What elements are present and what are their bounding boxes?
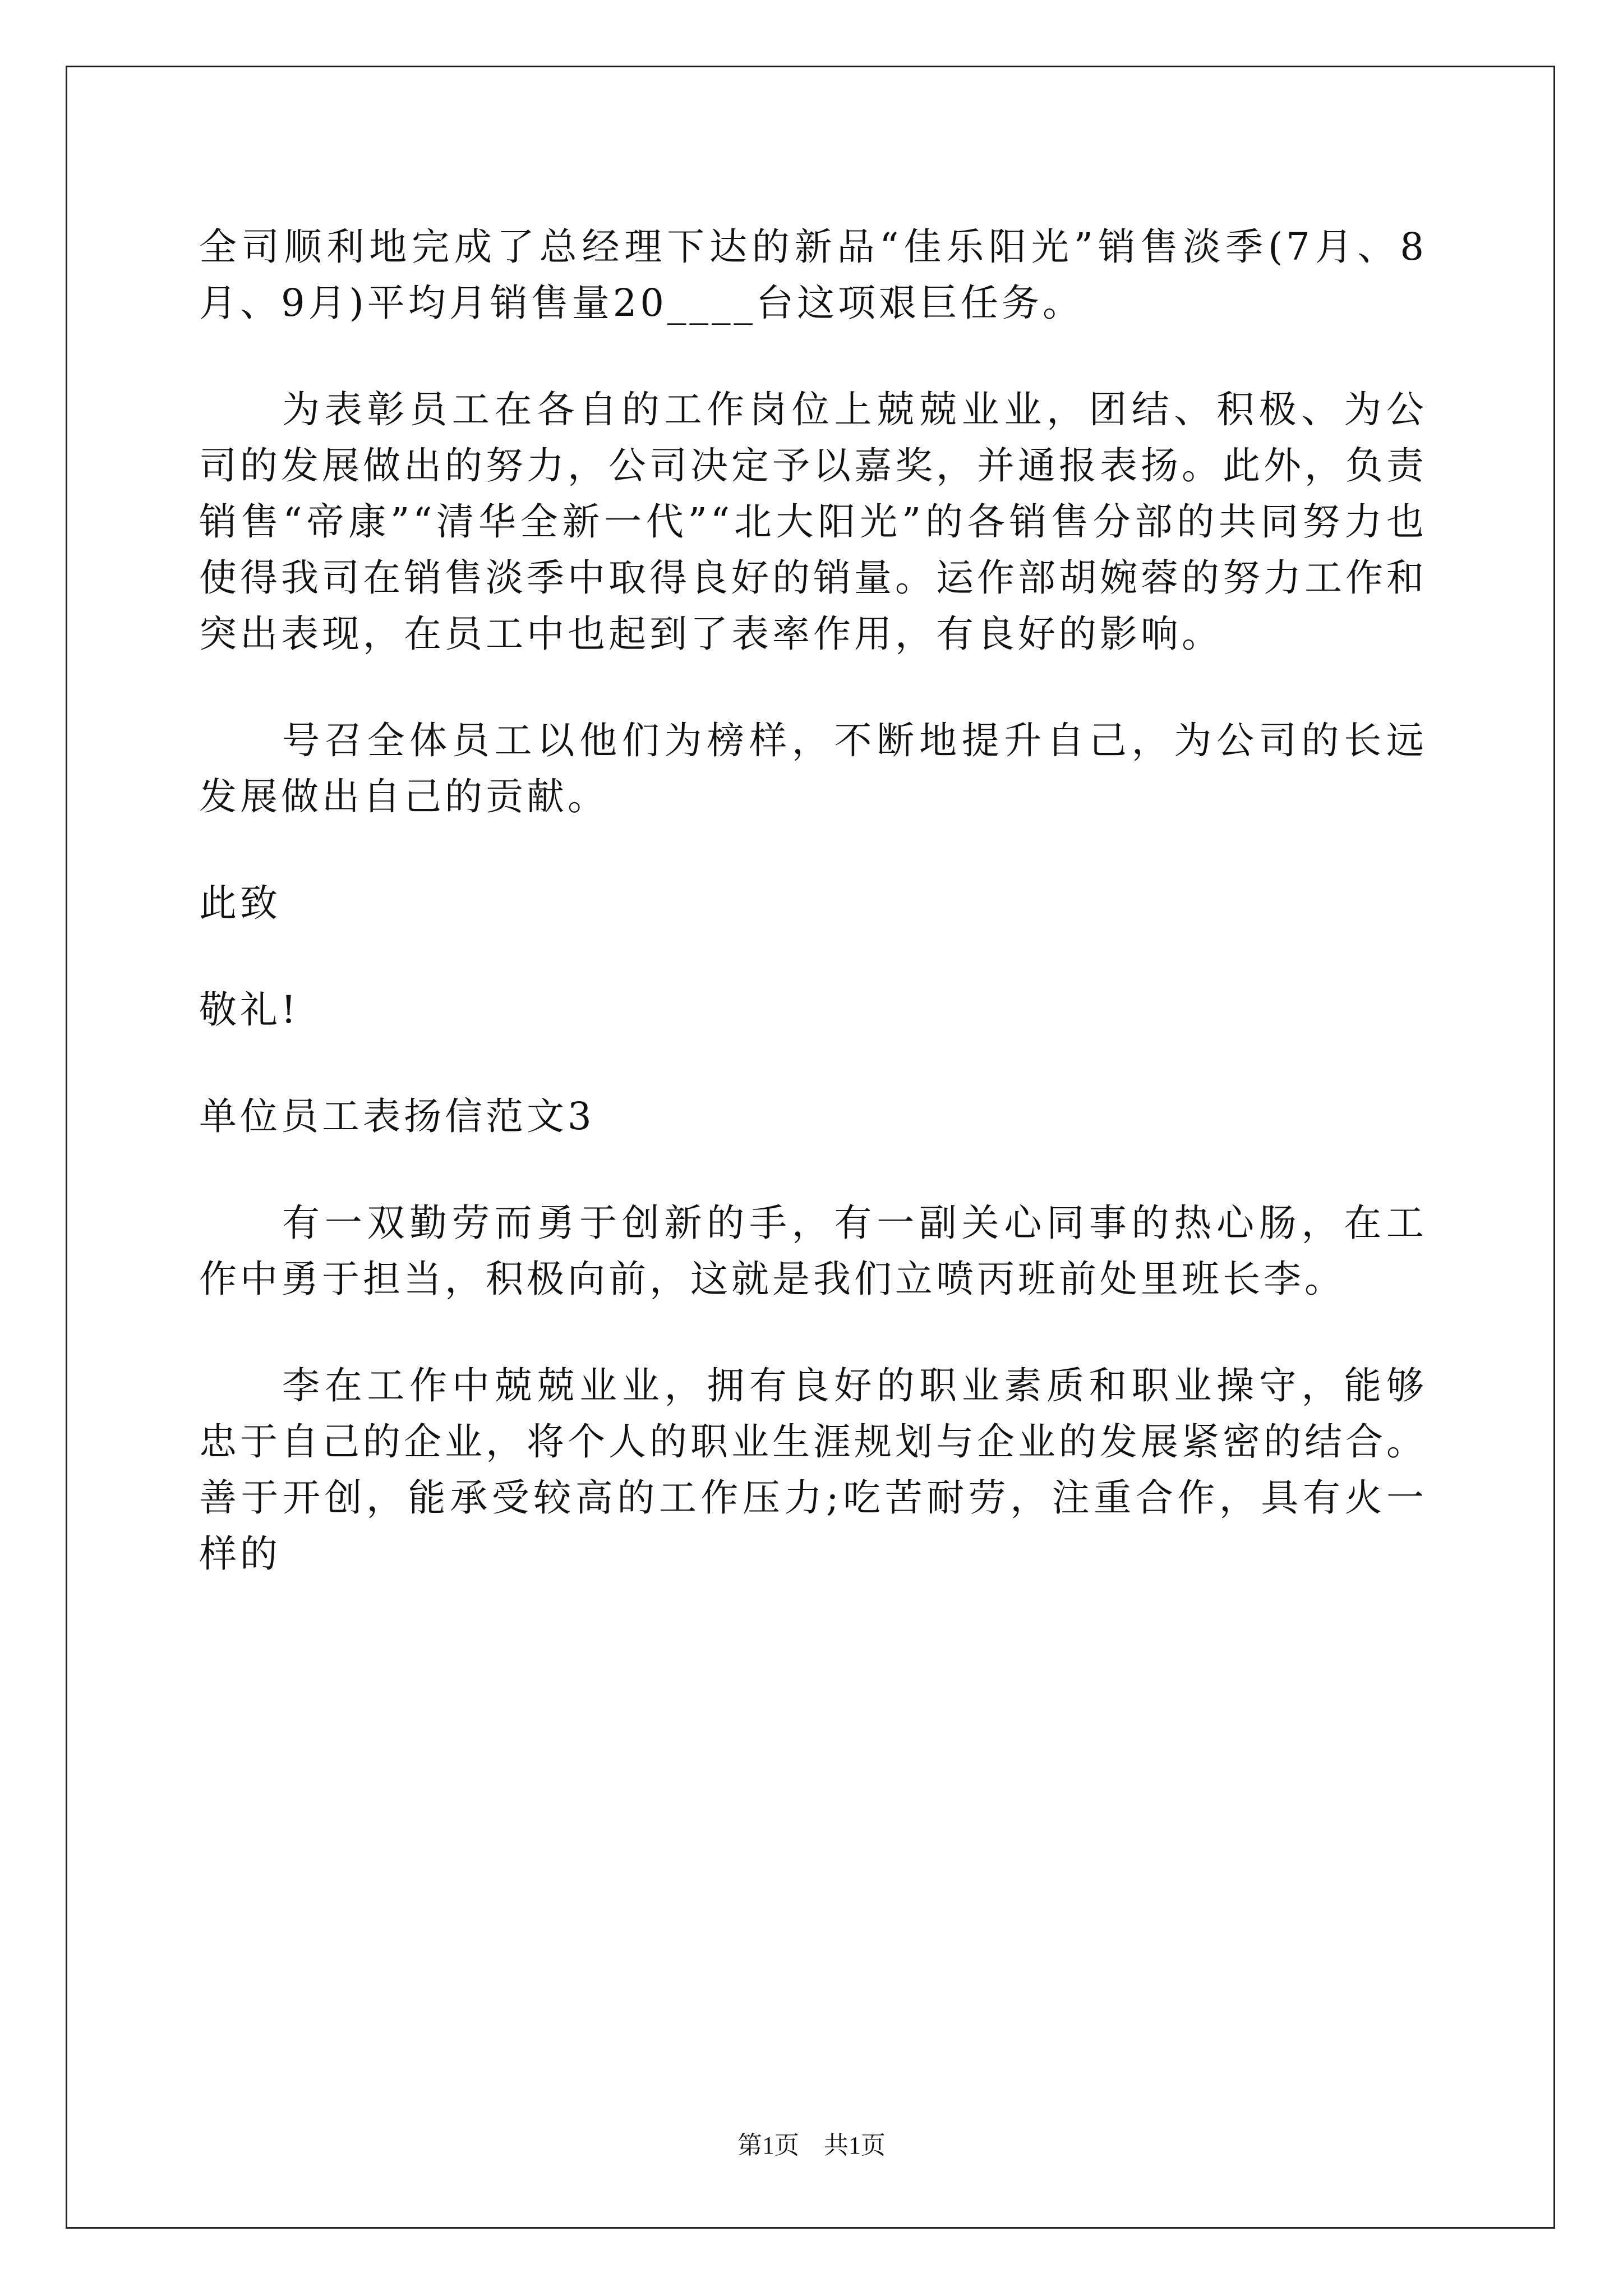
- section-heading: 单位员工表扬信范文3: [199, 1094, 595, 1138]
- paragraph-commendation: 为表彰员工在各自的工作岗位上兢兢业业，团结、积极、为公司的发展做出的努力，公司决定予以嘉奖，并通报表扬。此外，负责销售“帝康”“清华全新一代”“北大阳光”的各销售分部的共同努力也使得我司在销售淡季中取得良好的销量。运作部胡婉蓉的努力工作和突出表现，在员工中也起到了表率作用，有良好的影响。: [199, 388, 1427, 656]
- document-body: [199, 219, 1427, 1632]
- paragraph-call-to-action: 号召全体员工以他们为榜样，不断地提升自己，为公司的长远发展做出自己的贡献。: [199, 719, 1427, 818]
- paragraph-sales-task: 全司顺利地完成了总经理下达的新品“佳乐阳光”销售淡季(7月、8月、9月)平均月销售量20____台这项艰巨任务。: [199, 225, 1427, 325]
- page-footer: 第1页 共1页: [737, 2132, 886, 2159]
- paragraph-employee-intro: 有一双勤劳而勇于创新的手，有一副关心同事的热心肠，在工作中勇于担当，积极向前，这就是我们立喷丙班前处里班长李。: [199, 1201, 1427, 1301]
- paragraph-employee-qualities: 李在工作中兢兢业业，拥有良好的职业素质和职业操守，能够忠于自己的企业，将个人的职业生涯规划与企业的发展紧密的结合。善于开创，能承受较高的工作压力;吃苦耐劳，注重合作，具有火一样的: [199, 1364, 1427, 1576]
- closing-salutation: 此致: [199, 881, 281, 925]
- closing-regards: 敬礼!: [199, 988, 299, 1032]
